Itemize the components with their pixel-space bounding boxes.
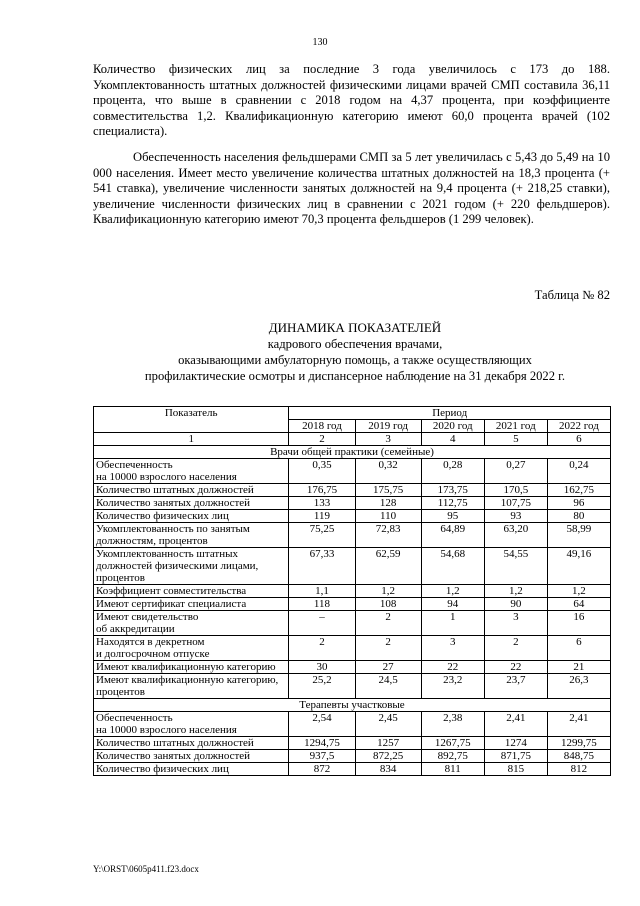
header-indicator: Показатель — [94, 407, 289, 433]
table-row — [94, 523, 611, 548]
row-value: 64,89 — [421, 523, 484, 548]
row-value: 22 — [484, 661, 547, 674]
row-value: 128 — [355, 497, 421, 510]
table-number: Таблица № 82 — [534, 288, 610, 302]
paragraph-paramedics: Обеспеченность населения фельдшерами СМП за 5 лет увеличилась с 5,43 до 5,49 на 10 000 населения. Имеет место увеличение количества штатных должностей на 18,3 процента (+ 541 ставка), увеличение численности занятых должностей на 9,4 процента (+ 218,25 ставки), увеличение численности физических лиц в сравнении с 2021 годом (+ 220 фельдшеров). Квалификационную категорию имеют 70,3 процента фельдшеров (1 299 человек). — [93, 149, 610, 227]
row-value: 63,20 — [484, 523, 547, 548]
table-title — [30, 320, 640, 384]
row-value: 811 — [421, 763, 484, 776]
row-value: 49,16 — [547, 548, 610, 585]
row-value: 119 — [289, 510, 355, 523]
table-row — [94, 636, 611, 661]
table-row — [94, 750, 611, 763]
row-value: 1,1 — [289, 585, 355, 598]
row-value: 27 — [355, 661, 421, 674]
row-value: 170,5 — [484, 484, 547, 497]
row-value: 93 — [484, 510, 547, 523]
row-value: 892,75 — [421, 750, 484, 763]
row-value: 75,25 — [289, 523, 355, 548]
row-value: 1294,75 — [289, 737, 355, 750]
row-value: 815 — [484, 763, 547, 776]
row-label: Обеспеченность на 10000 взрослого населения — [94, 712, 289, 737]
header-year: 2020 год — [421, 420, 484, 433]
section-title: Терапевты участковые — [94, 699, 611, 712]
row-value: 94 — [421, 598, 484, 611]
row-value: 58,99 — [547, 523, 610, 548]
row-value: 21 — [547, 661, 610, 674]
column-number: 1 — [94, 433, 289, 446]
table-row — [94, 674, 611, 699]
column-number: 3 — [355, 433, 421, 446]
table-row — [94, 598, 611, 611]
row-value: 872,25 — [355, 750, 421, 763]
row-value: 2 — [484, 636, 547, 661]
table-row — [94, 611, 611, 636]
header-year: 2019 год — [355, 420, 421, 433]
page-number: 130 — [312, 37, 328, 48]
row-value: 2,54 — [289, 712, 355, 737]
table-row — [94, 661, 611, 674]
row-value: 1,2 — [484, 585, 547, 598]
section-title: Врачи общей практики (семейные) — [94, 446, 611, 459]
header-year: 2018 год — [289, 420, 355, 433]
row-value: 2 — [355, 611, 421, 636]
row-label: Количество занятых должностей — [94, 497, 289, 510]
row-value: 1 — [421, 611, 484, 636]
row-value: 95 — [421, 510, 484, 523]
row-value: 2,45 — [355, 712, 421, 737]
row-label: Обеспеченность на 10000 взрослого населения — [94, 459, 289, 484]
row-value: 112,75 — [421, 497, 484, 510]
footer-file-path: Y:\ORST\0605p411.f23.docx — [93, 864, 199, 874]
row-value: 1299,75 — [547, 737, 610, 750]
row-value: 26,3 — [547, 674, 610, 699]
section-row — [94, 699, 611, 712]
row-label: Количество штатных должностей — [94, 737, 289, 750]
row-value: 2 — [355, 636, 421, 661]
header-year: 2022 год — [547, 420, 610, 433]
row-label: Находятся в декретном и долгосрочном отпуске — [94, 636, 289, 661]
row-label: Коэффициент совместительства — [94, 585, 289, 598]
row-value: 54,68 — [421, 548, 484, 585]
header-row-top — [94, 407, 611, 420]
table-row — [94, 548, 611, 585]
table-row — [94, 459, 611, 484]
row-value: 1267,75 — [421, 737, 484, 750]
row-value: 0,35 — [289, 459, 355, 484]
row-value: 3 — [421, 636, 484, 661]
row-value: 133 — [289, 497, 355, 510]
row-value: 1,2 — [547, 585, 610, 598]
row-value: 2,41 — [547, 712, 610, 737]
table-row — [94, 712, 611, 737]
table-row — [94, 763, 611, 776]
table-row — [94, 510, 611, 523]
row-label: Имеют квалификационную категорию, процентов — [94, 674, 289, 699]
column-number: 6 — [547, 433, 610, 446]
header-period: Период — [289, 407, 611, 420]
row-value: 90 — [484, 598, 547, 611]
row-value: 3 — [484, 611, 547, 636]
row-value: – — [289, 611, 355, 636]
row-value: 23,7 — [484, 674, 547, 699]
row-value: 118 — [289, 598, 355, 611]
table-body — [94, 446, 611, 776]
row-value: 1274 — [484, 737, 547, 750]
row-label: Укомплектованность штатных должностей физическими лицами, процентов — [94, 548, 289, 585]
row-value: 110 — [355, 510, 421, 523]
row-value: 1,2 — [421, 585, 484, 598]
header-year: 2021 год — [484, 420, 547, 433]
row-value: 937,5 — [289, 750, 355, 763]
row-value: 2 — [289, 636, 355, 661]
row-value: 812 — [547, 763, 610, 776]
row-label: Имеют сертификат специалиста — [94, 598, 289, 611]
row-value: 175,75 — [355, 484, 421, 497]
row-value: 62,59 — [355, 548, 421, 585]
row-value: 2,38 — [421, 712, 484, 737]
row-value: 30 — [289, 661, 355, 674]
row-value: 0,28 — [421, 459, 484, 484]
table-title-main: ДИНАМИКА ПОКАЗАТЕЛЕЙ — [268, 320, 442, 335]
row-label: Количество физических лиц — [94, 763, 289, 776]
column-number: 4 — [421, 433, 484, 446]
header-row-numbers — [94, 433, 611, 446]
table-row — [94, 585, 611, 598]
row-value: 107,75 — [484, 497, 547, 510]
row-value: 22 — [421, 661, 484, 674]
row-value: 16 — [547, 611, 610, 636]
row-value: 1,2 — [355, 585, 421, 598]
column-number: 5 — [484, 433, 547, 446]
row-value: 2,41 — [484, 712, 547, 737]
table-row — [94, 737, 611, 750]
row-value: 6 — [547, 636, 610, 661]
row-value: 0,24 — [547, 459, 610, 484]
row-label: Количество физических лиц — [94, 510, 289, 523]
row-value: 848,75 — [547, 750, 610, 763]
table-row — [94, 484, 611, 497]
row-value: 1257 — [355, 737, 421, 750]
row-label: Имеют квалификационную категорию — [94, 661, 289, 674]
row-label: Количество занятых должностей — [94, 750, 289, 763]
row-value: 173,75 — [421, 484, 484, 497]
row-value: 23,2 — [421, 674, 484, 699]
table-title-line4: профилактические осмотры и диспансерное наблюдение на 31 декабря 2022 г. — [144, 369, 566, 383]
table-row — [94, 497, 611, 510]
table-title-line3: оказывающими амбулаторную помощь, а также осуществляющих — [178, 353, 532, 367]
body-text — [93, 62, 610, 228]
row-value: 80 — [547, 510, 610, 523]
row-value: 67,33 — [289, 548, 355, 585]
row-label: Количество штатных должностей — [94, 484, 289, 497]
row-label: Имеют свидетельство об аккредитации — [94, 611, 289, 636]
row-value: 0,27 — [484, 459, 547, 484]
section-row — [94, 446, 611, 459]
staffing-table — [93, 406, 611, 776]
row-value: 871,75 — [484, 750, 547, 763]
row-value: 72,83 — [355, 523, 421, 548]
row-value: 176,75 — [289, 484, 355, 497]
row-value: 108 — [355, 598, 421, 611]
row-value: 64 — [547, 598, 610, 611]
row-value: 24,5 — [355, 674, 421, 699]
row-value: 96 — [547, 497, 610, 510]
row-value: 834 — [355, 763, 421, 776]
column-number: 2 — [289, 433, 355, 446]
row-value: 872 — [289, 763, 355, 776]
row-label: Укомплектованность по занятым должностям, процентов — [94, 523, 289, 548]
row-value: 25,2 — [289, 674, 355, 699]
table-title-line2: кадрового обеспечения врачами, — [267, 337, 443, 351]
row-value: 54,55 — [484, 548, 547, 585]
paragraph-physicians: Количество физических лиц за последние 3 года увеличилось с 173 до 188. Укомплектованность штатных должностей физическими лицами врачей СМП составила 36,11 процента, что выше в сравнении с 2018 годом на 4,37 процента, при коэффициенте совместительства 1,2. Квалификационную категорию имеют 60,0 процента врачей (102 специалиста). — [93, 62, 610, 139]
row-value: 0,32 — [355, 459, 421, 484]
row-value: 162,75 — [547, 484, 610, 497]
